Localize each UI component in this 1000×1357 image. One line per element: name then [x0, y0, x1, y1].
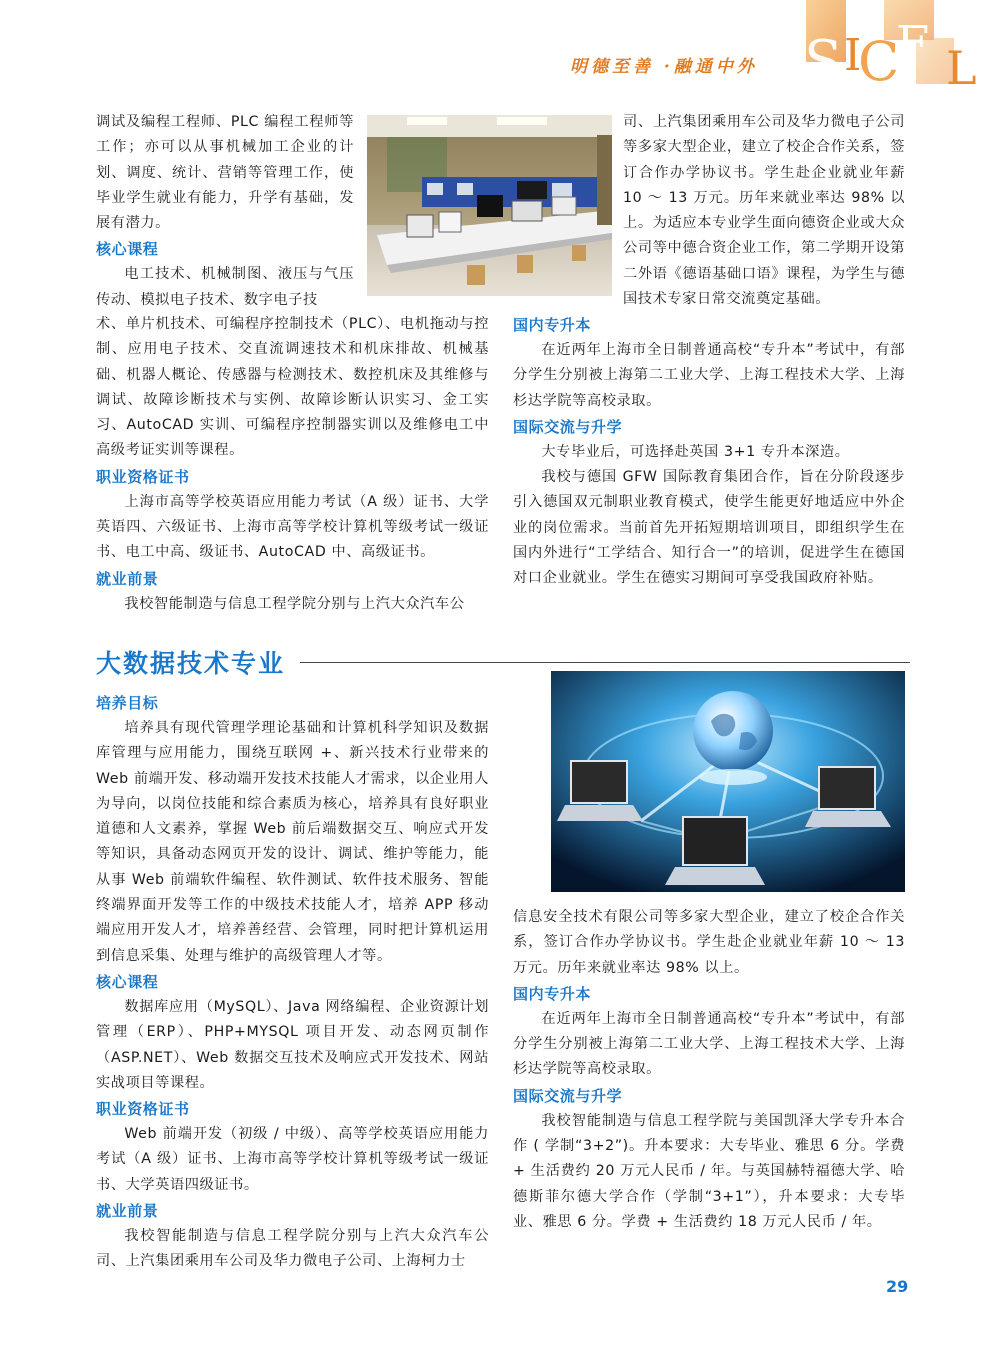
- svg-text:C: C: [858, 30, 900, 92]
- upper-intl-text-2: 我校与德国 GFW 国际教育集团合作，旨在分阶段逐步引入德国双元制职业教育模式，使学生能更好地适应中外企业的岗位需求。当前首先开拓短期培训项目，即组织学生在国内外进行“工学结合、知行合一”的培训，促进学生在德国对口企业就业。学生在德实习期间可享受我国政府补贴。: [513, 469, 905, 587]
- lower-left-column: [96, 690, 489, 1275]
- lower-right-column: [513, 905, 905, 1235]
- upper-core-text-2: 术、单片机技术、可编程序控制技术（PLC）、电机拖动与控制、应用电子技术、交直流调速技术和机床排故、机械基础、机器人概论、传感器与检测技术、数控机床及其维修与调试、故障诊断技术与实例、故障诊断认识实习、金工实习、AutoCAD 实训、可编程序控制器实训以及维修电工中高级考证实训等课程。: [96, 316, 489, 459]
- network-illustration: [551, 671, 905, 892]
- lower-core-heading: 核心课程: [96, 972, 159, 991]
- network-illustration-image: [551, 671, 905, 892]
- upper-cert-heading: 职业资格证书: [96, 467, 190, 486]
- lower-intl-heading: 国际交流与升学: [513, 1086, 623, 1105]
- lower-goal-heading: 培养目标: [96, 694, 159, 712]
- upper-right-intro: 司、上汽集团乘用车公司及华力微电子公司等多家大型企业，建立了校企合作关系，签订合作办学协议书。学生赴企业就业年薪 10 ～ 13 万元。历年来就业率达 98% 以上。为适应本专业学生面向德资企业或大众公司等中德合资企业工作，第二学期开设第二外语《德语基础口语》课程，为学生与德国技术专家日常交流奠定基础。: [623, 114, 905, 308]
- section-title-rule: [300, 662, 910, 663]
- svg-text:L: L: [946, 41, 977, 92]
- svg-text:S: S: [804, 29, 843, 92]
- lab-photo-image: [367, 115, 612, 296]
- upper-intro-text: 调试及编程工程师、PLC 编程工程师等工作；亦可以从事机械加工企业的计划、调度、统计、营销等管理工作，使毕业学生就业有能力，升学有基础，发展有潜力。: [96, 114, 354, 232]
- upper-job-heading: 就业前景: [96, 569, 159, 588]
- lower-cert-text: Web 前端开发（初级 / 中级）、高等学校英语应用能力考试（A 级）证书、上海市高等学校计算机等级考试一级证书、大学英语四级证书。: [96, 1126, 489, 1193]
- lower-cert-heading: 职业资格证书: [96, 1100, 190, 1119]
- upper-right-top: [623, 110, 905, 312]
- header-motto: 明德至善 ·融通中外: [570, 57, 758, 77]
- lower-job-heading: 就业前景: [96, 1202, 159, 1221]
- school-logo-graphic: [796, 0, 1000, 92]
- svg-text:F: F: [896, 16, 930, 72]
- lower-intl-text: 我校智能制造与信息工程学院与美国凯泽大学专升本合作 ( 学制“3+2”)。升本要求：大专毕业、雅思 6 分。学费 + 生活费约 20 万元人民币 / 年。与英国赫特福德大学、哈德斯菲尔德大学合作（学制“3+1”），升本要求：大专毕业、雅思 6 分。学费 + 生活费约 18 万元人民币 / 年。: [513, 1112, 905, 1230]
- upper-intl-heading: 国际交流与升学: [513, 417, 623, 436]
- lab-photo: [367, 115, 612, 296]
- svg-text:I: I: [844, 30, 862, 81]
- lower-core-text: 数据库应用（MySQL）、Java 网络编程、企业资源计划管理（ERP）、PHP+MYSQL 项目开发、动态网页制作（ASP.NET）、Web 数据交互技术及响应式开发技术、网站实战项目等课程。: [96, 998, 489, 1091]
- lower-right-intro: 信息安全技术有限公司等多家大型企业，建立了校企合作关系，签订合作办学协议书。学生赴企业就业年薪 10 ～ 13 万元。历年来就业率达 98% 以上。: [513, 909, 905, 976]
- lower-goal-text: 培养具有现代管理学理论基础和计算机科学知识及数据库管理与应用能力，围绕互联网 +、新兴技术行业带来的 Web 前端开发、移动端开发技术技能人才需求，以企业用人为导向，以岗位技能和综合素质为核心，培养具有良好职业道德和人文素养，掌握 Web 前后端数据交互、响应式开发等知识，具备动态网页开发的设计、调试、维护等能力，能从事 Web 前端软件编程、软件测试、软件技术服务、智能终端界面开发等工作的中级技术技能人才，培养 APP 移动端应用开发人才，培养善经营、会管理，同时把计算机运用到信息采集、处理与维护的高级管理人才等。: [96, 720, 489, 964]
- lower-job-text: 我校智能制造与信息工程学院分别与上汽大众汽车公司、上汽集团乘用车公司及华力微电子公司、上海柯力士: [96, 1228, 489, 1270]
- page-number: 29: [886, 1277, 909, 1296]
- upper-core-heading: 核心课程: [96, 240, 159, 259]
- upper-job-text: 我校智能制造与信息工程学院分别与上汽大众汽车公: [124, 595, 465, 612]
- school-logo: [796, 0, 1000, 92]
- section-title: 大数据技术专业: [96, 649, 286, 678]
- upper-left-bottom: [96, 312, 489, 617]
- lower-domestic-heading: 国内专升本: [513, 984, 592, 1003]
- upper-domestic-text: 在近两年上海市全日制普通高校“专升本”考试中，有部分学生分别被上海第二工业大学、上海工程技术大学、上海杉达学院等高校录取。: [513, 342, 905, 409]
- upper-core-text-1: 电工技术、机械制图、液压与气压传动、模拟电子技术、数字电子技: [96, 266, 354, 308]
- upper-cert-text: 上海市高等学校英语应用能力考试（A 级）证书、大学英语四、六级证书、上海市高等学校计算机等级考试一级证书、电工中高、级证书、AutoCAD 中、高级证书。: [96, 493, 489, 561]
- upper-left-top: [96, 110, 354, 313]
- upper-right-bottom: [513, 312, 905, 592]
- upper-intl-text-1: 大专毕业后，可选择赴英国 3+1 专升本深造。: [541, 443, 850, 460]
- upper-domestic-heading: 国内专升本: [513, 316, 592, 334]
- lower-domestic-text: 在近两年上海市全日制普通高校“专升本”考试中，有部分学生分别被上海第二工业大学、上海工程技术大学、上海杉达学院等高校录取。: [513, 1010, 905, 1078]
